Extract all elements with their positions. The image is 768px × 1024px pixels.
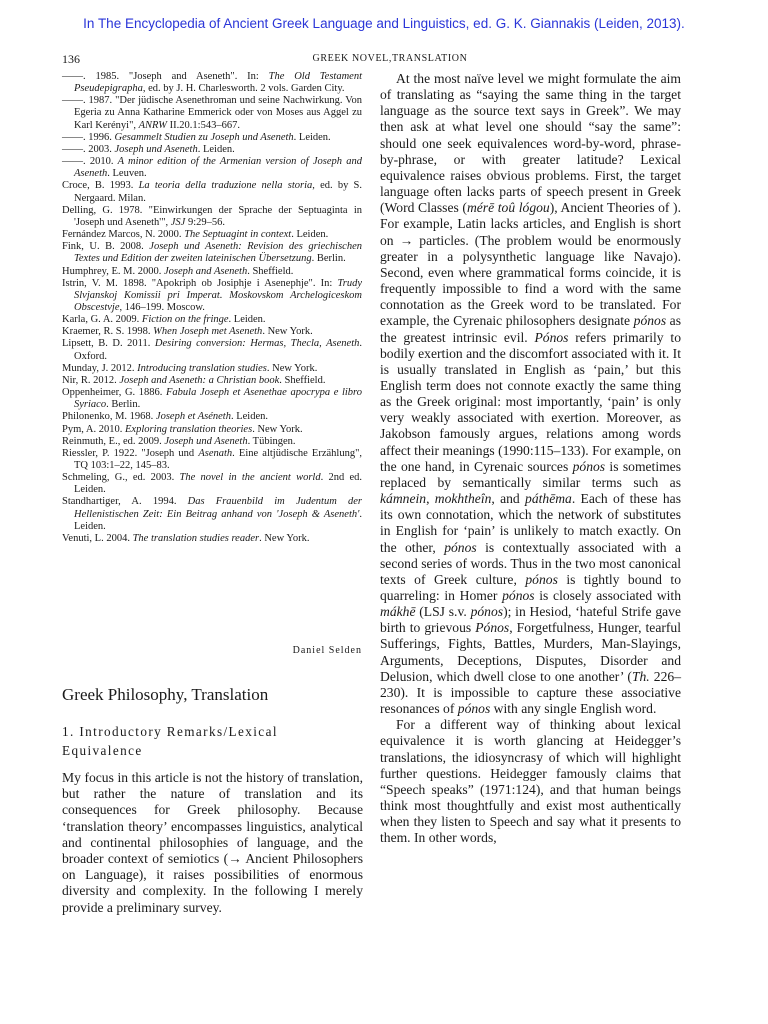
- entry-author-text: ——. 1985. "Joseph and Aseneth". In:: [62, 71, 269, 82]
- entry-publication-text: . Oxford.: [74, 338, 362, 362]
- entry-publication-text: 9:29–56.: [185, 216, 225, 228]
- text-run: is tightly bound to quarreling: in Homer: [380, 571, 681, 603]
- entry-publication-text: . Berlin.: [311, 253, 346, 265]
- bibliography-entry: [62, 533, 362, 545]
- entry-title: Fiction on the fringe: [141, 314, 229, 326]
- entry-author-text: Riessler, P. 1922. "Joseph und: [62, 447, 199, 459]
- text-run: . Each of these has its own connotation, which the network of substitutes in English for ‘pain’ is unlikely to match exactly. On the other,: [380, 491, 681, 555]
- entry-publication-text: , ed. by S. Nergaard. Milan.: [74, 180, 363, 204]
- italic-term: pónos: [457, 701, 491, 717]
- entry-title: Joseph et Aséneth: [155, 411, 231, 423]
- bibliography-entry: [62, 205, 362, 229]
- italic-term: Pónos: [534, 329, 569, 345]
- entry-author-text: Pym, A. 2010.: [62, 423, 126, 435]
- entry-publication-text: . Leiden.: [228, 314, 266, 326]
- entry-author-text: Philonenko, M. 1968.: [62, 411, 156, 423]
- entry-title: A minor edition of the Armenian version of Joseph and Aseneth: [74, 156, 362, 180]
- entry-title: Asenath: [198, 447, 233, 459]
- entry-title: The Old Testament Pseudepigrapha: [74, 71, 362, 95]
- entry-publication-text: , 146–199. Moscow.: [119, 301, 205, 313]
- italic-term: pónos: [444, 539, 477, 555]
- entry-author-text: ——. 1996.: [62, 131, 115, 143]
- italic-term: Th.: [631, 668, 650, 684]
- entry-publication-text: . Leuven.: [107, 168, 147, 180]
- entry-title: Joseph and Aseneth: [163, 265, 248, 277]
- entry-author-text: Fernández Marcos, N. 2000.: [62, 229, 185, 241]
- text-run: with any single English word.: [490, 701, 657, 717]
- text-run: , Forgetfulness, Hunger, tearful Sufferings, Fights, Battles, Murders, Man-Slayings, Arguments, Deceptions, Disputes, Disorder and Delusion, which dwell close to one another’ (: [380, 620, 681, 684]
- entry-title: The Septuagint in context: [184, 229, 292, 241]
- text-run: is closely associated with: [534, 588, 682, 603]
- text-run: At the most naïve level we might formulate the aim of translating as “saying the same thing in the target language as the source text says in Greek”. We may then ask at what level one should “say the same”: should one seek equivalences word-by-word, phrase-by-phrase, or with greater latitude? Lexical equivalence raises obvious problems. First, the target language often lacks parts of speech present in Greek (Word Classes (: [380, 71, 681, 216]
- section-title: Greek Philosophy, Translation: [62, 685, 269, 704]
- author-signature: Daniel Selden: [292, 645, 362, 656]
- text-run: is sometimes replaced by semantically similar terms such as: [380, 458, 681, 490]
- entry-publication-text: . Leiden.: [293, 131, 331, 143]
- running-head: GREEK NOVEL,TRANSLATION: [312, 53, 468, 64]
- entry-publication-text: . Sheffield.: [279, 374, 326, 386]
- right-column: [380, 71, 681, 847]
- bibliography-entry: [62, 411, 362, 423]
- entry-title: Das Frauenbild im Judentum der Hellenistischen Zeit: Ein Beitrag anhand von 'Joseph & Aseneth': [74, 496, 363, 520]
- italic-term: pónos: [470, 604, 504, 620]
- intro-paragraph: My focus in this article is not the history of translation, but rather the nature of translation and its consequences for Greek philosophy. Because ‘translation theory’ encompasses linguistics, analytical and continental philosophies of language, and the broader context of semiotics (→ Ancient Philosophers on Language), it raises possibilities of enormous diversity and complexity. In the following I merely provide a preliminary survey.: [62, 770, 363, 915]
- source-citation: In The Encyclopedia of Ancient Greek Language and Linguistics, ed. G. K. Giannakis (Leiden, 2013).: [83, 16, 685, 31]
- italic-term: páthēma: [525, 491, 572, 507]
- entry-title: La teoria della traduzione nella storia: [138, 180, 313, 192]
- entry-author-text: Standhartiger, A. 1994.: [62, 496, 188, 508]
- entry-publication-text: . 2nd ed. Leiden.: [74, 472, 362, 496]
- entry-title: Joseph and Aseneth: a Christian book: [119, 374, 280, 386]
- text-run: 226–230). It is impossible to capture these associative resonances of: [380, 668, 681, 717]
- entry-author-text: Istrin, V. M. 1898. "Apokriph ob Josiphje i Asenephje". In:: [62, 277, 338, 289]
- entry-publication-text: . New York.: [252, 423, 303, 435]
- entry-author-text: Humphrey, E. M. 2000.: [62, 265, 164, 277]
- entry-publication-text: . Leiden.: [230, 411, 268, 423]
- entry-author-text: Oppenheimer, G. 1886.: [62, 387, 166, 399]
- entry-publication-text: . Leiden.: [197, 143, 235, 155]
- entry-publication-text: . New York.: [262, 326, 313, 338]
- entry-publication-text: . Sheffield.: [247, 265, 294, 277]
- italic-term: Pónos: [475, 620, 510, 636]
- entry-author-text: Croce, B. 1993.: [62, 180, 139, 192]
- bibliography-entry: [62, 314, 362, 326]
- bibliography-entry: [62, 496, 362, 532]
- bibliography-entry: [62, 156, 362, 180]
- bibliography-entry: [62, 326, 362, 338]
- entry-title: Gesammelt Studien zu Joseph und Aseneth: [114, 131, 294, 143]
- bibliography-entry: [62, 71, 362, 95]
- entry-author-text: Munday, J. 2012.: [62, 362, 138, 374]
- italic-term: pónos: [502, 588, 535, 603]
- entry-publication-text: . Leiden.: [74, 508, 362, 532]
- entry-author-text: Nir, R. 2012.: [62, 374, 120, 386]
- text-run: is contextually associated with a second series of words. Thus in the two most canonical texts of Greek culture,: [380, 539, 681, 587]
- bibliography-entry: [62, 375, 362, 387]
- entry-author-text: Delling, G. 1978. "Einwirkungen der Sprache der Septuaginta in 'Joseph und Aseneth'",: [62, 204, 362, 228]
- entry-publication-text: , ed. by J. H. Charlesworth. 2 vols. Garden City.: [142, 83, 345, 95]
- bibliography-entry: [62, 472, 362, 496]
- bibliography-entry: [62, 278, 362, 314]
- entry-author-text: Venuti, L. 2004.: [62, 532, 133, 544]
- entry-author-text: Karla, G. A. 2009.: [62, 314, 142, 326]
- entry-title: Trudy Slvjanskoj Komissii pri Imperat. Moskovskom Archelogiceskom Obscestvje: [74, 277, 362, 313]
- entry-author-text: Fink, U. B. 2008.: [62, 241, 150, 253]
- italic-term: mákhē: [380, 604, 416, 620]
- text-run: ,: [426, 491, 435, 507]
- italic-term: mokhtheîn: [434, 491, 492, 507]
- entry-author-text: ——. 2003.: [62, 143, 115, 155]
- entry-author-text: ——. 2010.: [62, 156, 118, 168]
- entry-title: Joseph und Aseneth: [114, 143, 198, 155]
- bibliography-entry: [62, 363, 362, 375]
- bibliography-entry: [62, 132, 362, 144]
- entry-publication-text: . Leiden.: [291, 229, 329, 241]
- bibliography-entry: [62, 229, 362, 241]
- italic-term: pónos: [572, 458, 606, 474]
- page-number: 136: [62, 52, 80, 66]
- italic-term: kámnein: [380, 491, 427, 507]
- entry-publication-text: . New York.: [266, 362, 318, 374]
- bibliography-entry: [62, 387, 362, 411]
- entry-title: Desiring conversion: Hermas, Thecla, Aseneth: [154, 338, 360, 350]
- entry-publication-text: . Tübingen.: [247, 435, 296, 447]
- italic-term: mérē toû lógou: [466, 200, 550, 216]
- entry-title: JSJ: [170, 216, 186, 228]
- entry-title: Joseph und Aseneth: [164, 435, 248, 447]
- body-paragraph-2: For a different way of thinking about lexical equivalence it is worth glancing at Heidegger’s translations, the idiosyncrasy of which will highlight further questions. Heidegger famously claims that “Speech speaks” (1971:124), and that human beings think most thoughtfully and exist most authentically when they listen to Speech and say what it presents to them. In other words,: [380, 717, 681, 846]
- entry-publication-text: II.20.1:543–667.: [167, 119, 240, 131]
- bibliography-entry: [62, 241, 362, 265]
- entry-title: Exploring translation theories: [125, 423, 253, 435]
- text-run: ); in Hesiod, ‘hateful Strife gave birth to grievous: [380, 604, 681, 636]
- text-run: refers primarily to bodily exertion and the discomfort associated with it. It is usually translated in English as ‘pain,’ but this English term does not connote exactly the same thing as the Greek original: most importantly, ‘pain’ is only very weakly associated with exertion. Moreover, as Jakobson famously argues, relations among words affect their meanings (1990:115–133). For example, on the one hand, in Cyrenaic sources: [380, 329, 681, 474]
- entry-title: Joseph und Aseneth: Revision des griechischen Textes und Edition der zweiten lateinischen Übersetzung: [74, 241, 362, 265]
- entry-title: Fabula Joseph et Asenethae apocrypa e libro Syriaco: [74, 387, 362, 411]
- bibliography-entry: [62, 180, 362, 204]
- bibliography-entry: [62, 436, 362, 448]
- subsection-title: 1. Introductory Remarks/Lexical Equivalence: [62, 724, 278, 758]
- entry-title: The novel in the ancient world: [179, 472, 321, 484]
- bibliography-entry: [62, 95, 362, 131]
- bibliography-entry: [62, 266, 362, 278]
- entry-author-text: Reinmuth, E., ed. 2009.: [62, 435, 165, 447]
- entry-title: ANRW: [138, 119, 168, 131]
- entry-publication-text: . Eine altjüdische Erzählung", TQ 103:1–22, 145–83.: [74, 447, 362, 471]
- entry-title: The translation studies reader: [132, 532, 260, 544]
- bibliography-entry: [62, 144, 362, 156]
- entry-title: Introducing translation studies: [137, 362, 267, 374]
- italic-term: pónos: [525, 571, 558, 587]
- italic-term: pónos: [633, 313, 667, 329]
- entry-publication-text: . New York.: [259, 532, 310, 544]
- text-run: ), Ancient Theories of ). For example, Latin lacks articles, and English is short on → particles. (The problem would be enormously greater in a polysynthetic language like Navajo). Second, even where grammatical forms coincide, it is frequently impossible to find a word with the same connotation as the Greek word to be translated. For example, the Cyrenaic philosophers designate: [380, 200, 681, 329]
- entry-author-text: Schmeling, G., ed. 2003.: [62, 472, 180, 484]
- entry-author-text: ——. 1987. "Der jüdische Asenethroman und seine Nachwirkung. Von Egeria zu Anna Katharine Emmerick oder von Moses aus Aggel zu Karl Kerényi",: [62, 95, 362, 131]
- text-run: , and: [491, 491, 526, 507]
- entry-publication-text: . Berlin.: [106, 399, 141, 411]
- bibliography-list: [62, 71, 362, 545]
- text-run: as the greatest intrinsic evil.: [380, 313, 681, 345]
- bibliography-entry: [62, 424, 362, 436]
- entry-author-text: Kraemer, R. S. 1998.: [62, 326, 154, 338]
- entry-author-text: Lipsett, B. D. 2011.: [62, 338, 155, 350]
- body-paragraph-1: [380, 71, 681, 717]
- bibliography-entry: [62, 338, 362, 362]
- text-run: (LSJ s.v.: [415, 604, 471, 620]
- bibliography-entry: [62, 448, 362, 472]
- entry-title: When Joseph met Aseneth: [153, 326, 263, 338]
